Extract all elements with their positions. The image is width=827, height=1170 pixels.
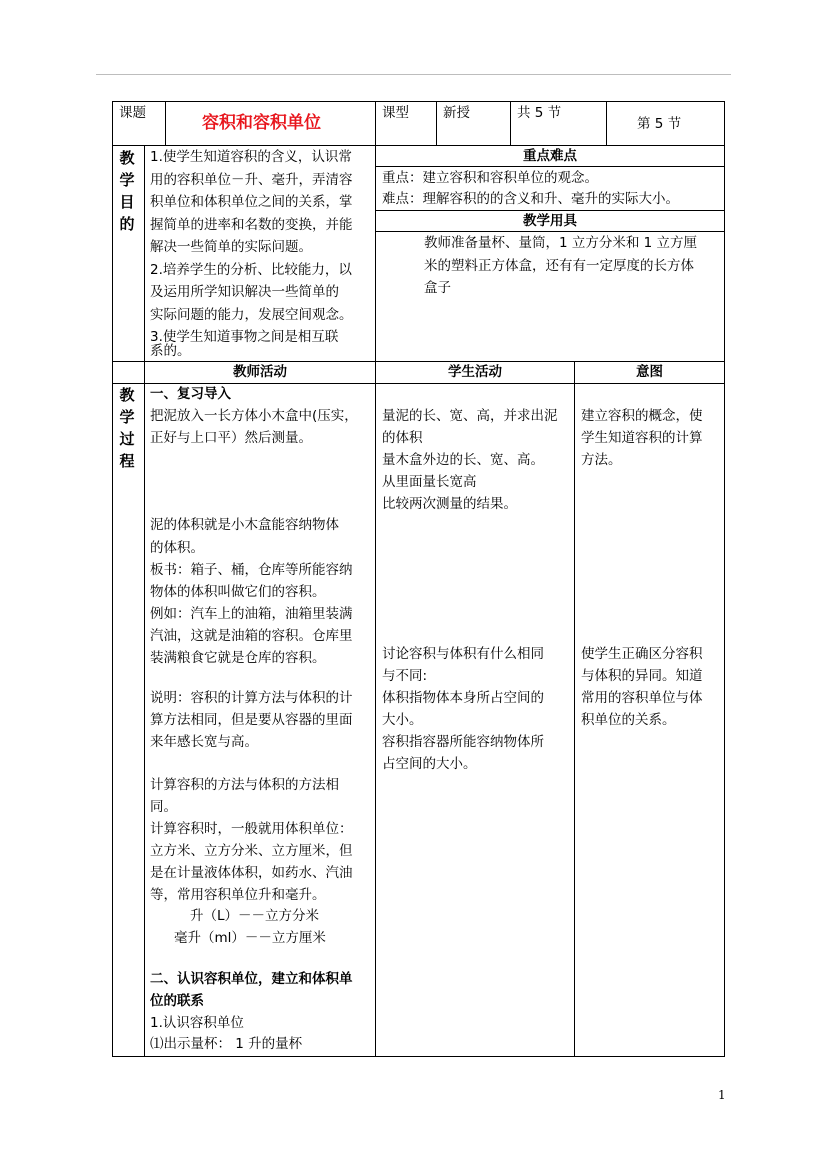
- header-rule: [96, 74, 731, 75]
- intent-line: 与体积的异同。知道: [581, 668, 703, 684]
- teacher-line: 例如：汽车上的油箱，油箱里装满: [150, 606, 353, 622]
- teacher-line: 说明：容积的计算方法与体积的计: [150, 690, 353, 706]
- intent-line: 积单位的关系。: [581, 712, 676, 728]
- unit-relation-line: 毫升（ml）－－立方厘米: [174, 930, 326, 946]
- current-session: 第 5 节: [637, 116, 682, 132]
- teacher-line: 等，常用容积单位升和毫升。: [150, 887, 326, 903]
- process-side-char: 教: [119, 386, 135, 404]
- type-label-cell: [375, 101, 437, 146]
- intent-line: 建立容积的概念，使: [581, 408, 703, 424]
- teacher-line: 来年感长宽与高。: [150, 734, 258, 750]
- topic-label: 课题: [119, 105, 146, 121]
- teacher-line: 计算容积时，一般就用体积单位：: [150, 821, 353, 837]
- teacher-line: 1.认识容积单位: [150, 1015, 244, 1031]
- teacher-line: 立方米、立方分米、立方厘米，但: [150, 843, 353, 859]
- key-points-heading-cell: [375, 145, 725, 167]
- student-line: 占空间的大小。: [382, 756, 477, 772]
- intent-line: 方法。: [581, 452, 622, 468]
- difficult-point-line: 难点：理解容积的的含义和升、毫升的实际大小。: [382, 191, 679, 207]
- tools-heading: 教学用具: [523, 213, 577, 229]
- key-points-heading: 重点难点: [523, 148, 577, 164]
- goals-line: 2.培养学生的分析、比较能力，以: [150, 261, 352, 278]
- student-line: 大小。: [382, 712, 423, 728]
- intent-line: 常用的容积单位与体: [581, 690, 703, 706]
- blank-header-cell: [112, 361, 145, 384]
- student-header-cell: [375, 361, 575, 384]
- student-line: 量木盒外边的长、宽、高。: [382, 452, 544, 468]
- student-activity-heading: 学生活动: [448, 364, 502, 380]
- goals-line: 解决一些简单的实际问题。: [150, 239, 312, 255]
- teacher-activity-heading: 教师活动: [233, 364, 287, 380]
- student-line: 与不同:: [382, 668, 428, 684]
- section-heading: 位的联系: [150, 993, 204, 1009]
- type-value: 新授: [443, 105, 470, 121]
- tools-line: 教师准备量杯、量筒，1 立方分米和 1 立方厘: [424, 235, 698, 251]
- unit-relation-line: 升（L）－－立方分米: [190, 908, 320, 924]
- student-line: 容积指容器所能容纳物体所: [382, 734, 544, 750]
- teacher-header-cell: [144, 361, 376, 384]
- process-side-cell: [112, 383, 145, 1057]
- teacher-line: ⑴出示量杯： 1 升的量杯: [150, 1036, 303, 1052]
- tools-cell: [375, 231, 725, 362]
- student-line: 体积指物体本身所占空间的: [382, 690, 544, 706]
- section-heading: 二、认识容积单位，建立和体积单: [150, 971, 353, 987]
- goals-line: 积单位和体积单位之间的关系，掌: [150, 194, 353, 210]
- intent-line: 学生知道容积的计算: [581, 430, 703, 446]
- student-line: 讨论容积与体积有什么相同: [382, 646, 544, 662]
- type-label: 课型: [382, 105, 409, 121]
- goals-side-char: 学: [119, 171, 135, 189]
- intent-line: 使学生正确区分容积: [581, 646, 703, 662]
- total-sessions: 共 5 节: [517, 105, 562, 121]
- teacher-line: 同。: [150, 799, 177, 815]
- goals-side-char: 的: [119, 215, 135, 233]
- student-line: 比较两次测量的结果。: [382, 496, 517, 512]
- teacher-line: 正好与上口平）然后测量。: [150, 430, 312, 446]
- teacher-line: 泥的体积就是小木盒能容纳物体: [150, 517, 339, 533]
- teacher-line: 装满粮食它就是仓库的容积。: [150, 650, 326, 666]
- goals-line: 3.使学生知道事物之间是相互联: [150, 329, 339, 345]
- goals-line: 用的容积单位－升、毫升，弄清容: [150, 171, 353, 188]
- teacher-line: 是在计量液体体积，如药水、汽油: [150, 865, 353, 881]
- goals-line: 1.使学生知道容积的含义，认识常: [150, 149, 352, 165]
- student-line: 的体积: [382, 430, 423, 446]
- process-side-char: 程: [119, 452, 135, 470]
- student-line: 从里面量长宽高: [382, 474, 477, 490]
- tools-heading-cell: [375, 210, 725, 232]
- teacher-line: 计算容积的方法与体积的方法相: [150, 777, 339, 793]
- total-cell: [510, 101, 607, 146]
- current-cell: [606, 101, 725, 146]
- intent-heading: 意图: [636, 364, 663, 380]
- goals-side-char: 教: [119, 149, 135, 167]
- type-value-cell: [436, 101, 511, 146]
- topic-label-cell: [112, 101, 166, 146]
- student-line: 量泥的长、宽、高，并求出泥: [382, 408, 558, 424]
- section-heading: 一、复习导入: [150, 386, 231, 402]
- goals-line: 系的。: [150, 343, 191, 359]
- key-points-cell: [375, 166, 725, 211]
- intent-header-cell: [574, 361, 725, 384]
- goals-line: 实际问题的能力，发展空间观念。: [150, 306, 353, 323]
- title-cell: [165, 101, 376, 146]
- tools-line: 米的塑料正方体盒，还有有一定厚度的长方体: [424, 257, 694, 274]
- teacher-line: 汽油，这就是油箱的容积。仓库里: [150, 628, 353, 644]
- teacher-line: 物体的体积叫做它们的容积。: [150, 584, 326, 600]
- key-point-line: 重点：建立容积和容积单位的观念。: [382, 170, 598, 186]
- tools-line: 盒子: [424, 280, 451, 296]
- lesson-title: 容积和容积单位: [202, 113, 321, 133]
- goals-side-char: 目: [119, 193, 135, 211]
- goals-line: 及运用所学知识解决一些简单的: [150, 284, 339, 300]
- goals-line: 握简单的进率和名数的变换，并能: [150, 216, 353, 233]
- teacher-line: 板书：箱子、桶，仓库等所能容纳: [150, 562, 353, 578]
- teacher-line: 把泥放入一长方体小木盒中(压实，: [150, 408, 358, 424]
- process-side-char: 学: [119, 408, 135, 426]
- page-number: 1: [718, 1088, 726, 1102]
- teacher-line: 的体积。: [150, 540, 204, 556]
- process-side-char: 过: [119, 430, 135, 448]
- teacher-line: 算方法相同，但是要从容器的里面: [150, 712, 353, 728]
